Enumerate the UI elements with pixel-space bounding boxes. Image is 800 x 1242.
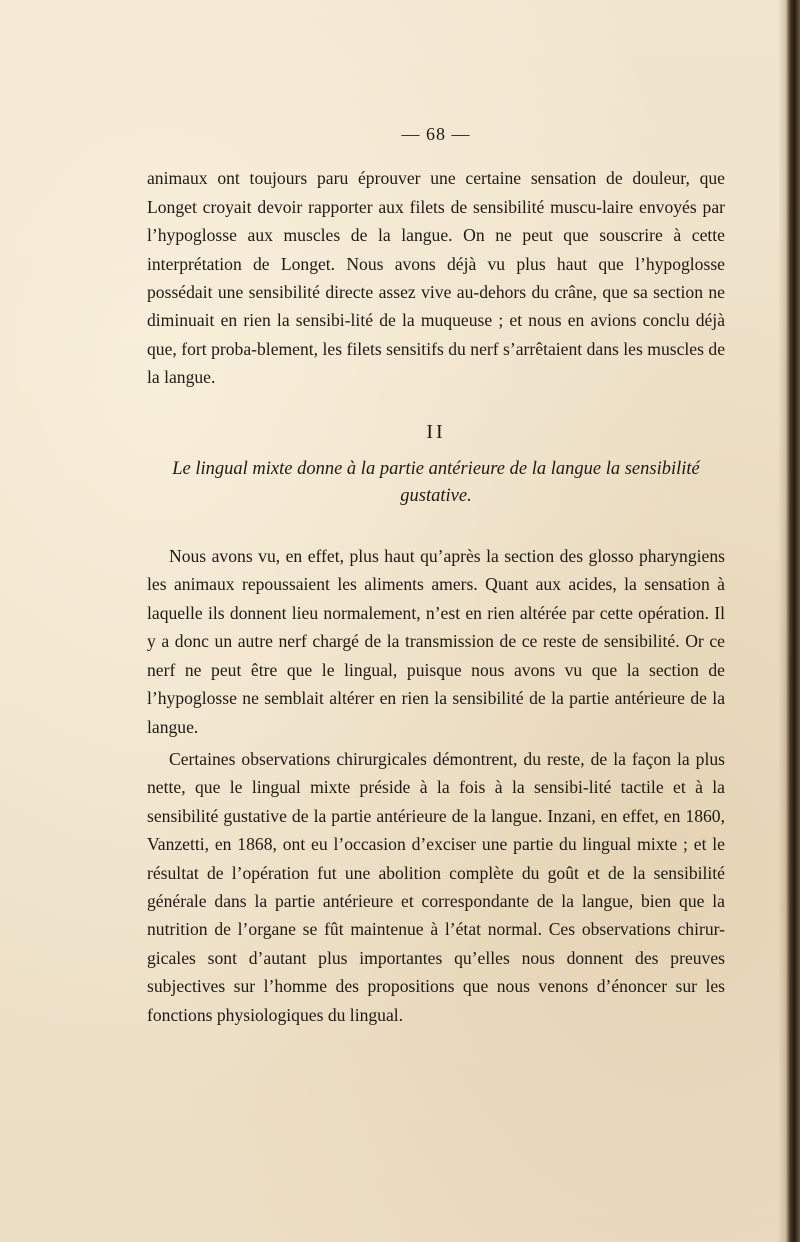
paragraph: Certaines observations chirurgicales démontrent, du reste, de la façon la plus nette, que le lingual mixte préside à la fois à la sensibi-lité tactile et à la sensibilité gustative de la partie antérieure de la langue. Inzani, en effet, en 1860, Vanzetti, en 1868, ont eu l’occasion d’exciser une partie du lingual mixte ; et le résultat de l’opération fut une abolition complète du goût et de la sensibilité générale dans la partie antérieure et correspondante de la langue, bien que la nutrition de l’organe se fût maintenue à l’état normal. Ces observations chirur-gicales sont d’autant plus importantes qu’elles nous donnent des preuves subjectives sur l’homme des propositions que nous venons d’énoncer sur les fonctions physiologiques du lingual. (147, 748, 725, 1025)
page-binding-edge (778, 0, 800, 1242)
paragraph: Nous avons vu, en effet, plus haut qu’après la section des glosso pharyngiens les animaux repoussaient les aliments amers. Quant aux acides, la sensation à laquelle ils donnent lieu normalement, n’est en rien altérée par cette opération. Il y a donc un autre nerf chargé de la transmission de ce reste de sensibilité. Or ce nerf ne peut être que le lingual, puisque nous avons vu que la section de l’hypoglosse ne semblait altérer en rien la sensibilité de la partie antérieure de la langue. (147, 546, 725, 737)
section-title: Le lingual mixte donne à la partie antérieure de la langue la sensibilité gustative. (172, 459, 700, 507)
page-number: — 68 — (401, 124, 471, 144)
paragraph-continuation: animaux ont toujours paru éprouver une certaine sensation de douleur, que Longet croyait devoir rapporter aux filets de sensibilité muscu-laire envoyés par l’hypoglosse aux muscles de la langue. On ne peut que souscrire à cette interprétation de Longet. Nous avons déjà vu plus haut que l’hypoglosse possédait une sensibilité directe assez vive au-dehors du crâne, que sa section ne diminuait en rien la sensibi-lité de la muqueuse ; et nous en avions conclu déjà que, fort proba-blement, les filets sensitifs du nerf s’arrêtaient dans les muscles de la langue. (147, 168, 725, 388)
section-number: II (426, 420, 446, 443)
text-block (147, 120, 725, 1029)
